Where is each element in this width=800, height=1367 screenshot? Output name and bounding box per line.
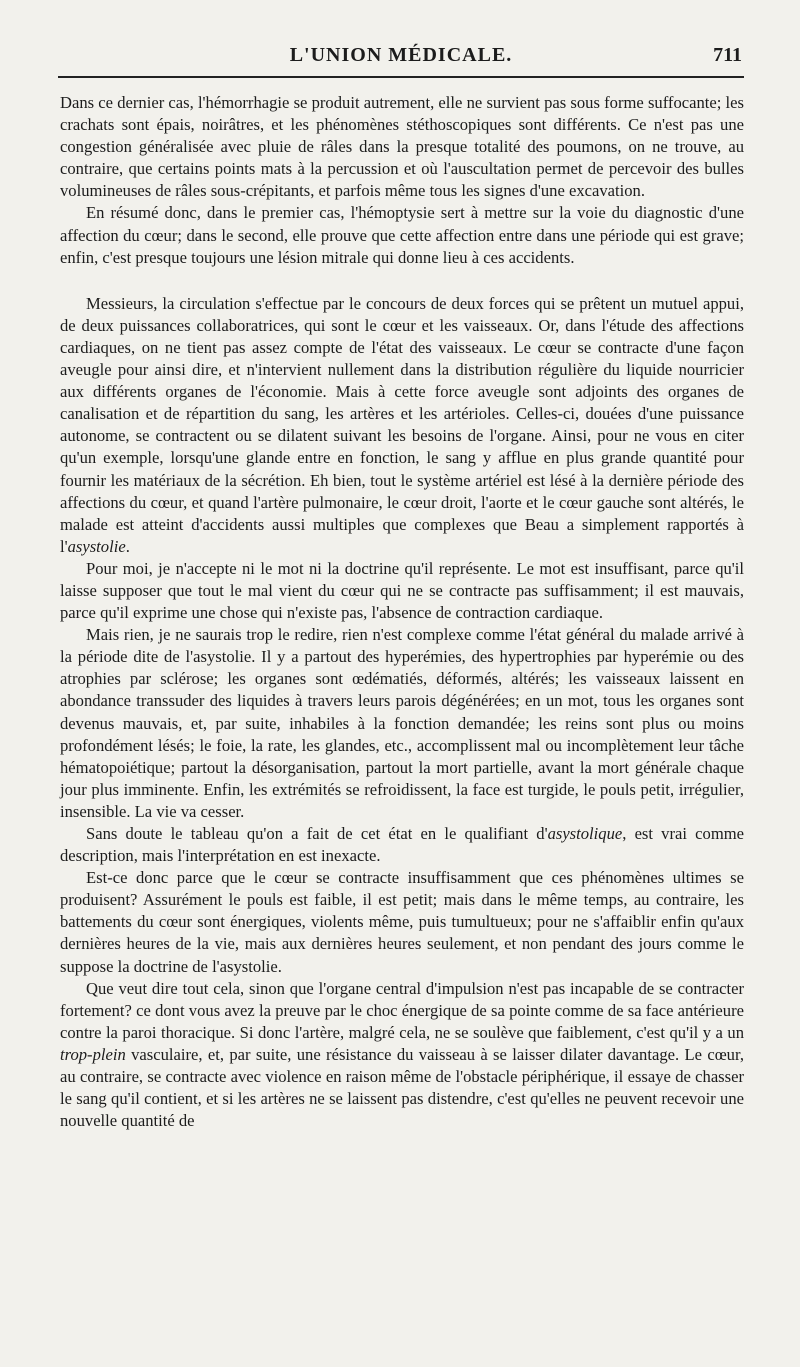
paragraph-2: En résumé donc, dans le premier cas, l'hémoptysie sert à mettre sur la voie du diagnostic d'une affection du cœur; dans le second, elle prouve que cette affection entre dans une période qui est grave; enfin, c'est presque toujours une lésion mitrale qui donne lieu à ces accidents. — [60, 203, 744, 267]
page-number: 711 — [713, 44, 742, 66]
paragraph-8 — [60, 978, 744, 1133]
paragraph-8-end: vasculaire, et, par suite, une résistance du vaisseau à se laisser dilater davantage. Le cœur, au contraire, se contracte avec violence en raison même de l'obstacle périphérique, il essaye de chasser le sang qu'il contient, et si les artères ne se laissent pas distendre, c'est qu'elles ne peuvent recevoir une nouvelle quantité de — [60, 1044, 744, 1131]
header-rule — [58, 76, 744, 78]
paragraph-6-italic: asystolique — [547, 824, 623, 843]
paragraph-6 — [60, 823, 744, 867]
paragraph-3-italic: asystolie — [67, 536, 126, 556]
paragraph-6-end: , est vrai comme description, mais l'interprétation en est inexacte. — [60, 824, 744, 866]
paragraph-3-text: Messieurs, la circulation s'effectue par le concours de deux forces qui se prêtent un mutuel appui, de deux puissances collaboratrices, qui sont le cœur et les vaisseaux. Or, dans l'étude des affections cardiaques, on ne tient pas assez compte de l'état des vaisseaux. Le cœur se contracte d'une façon aveugle pour ainsi dire, et n'intervient nullement dans la distribution régulière du liquide nourricier aux différents organes de l'économie. Mais à cette force aveugle sont adjoints des organes de canalisation et de répartition du sang, les artères et les artérioles. Celles-ci, douées d'une puissance autonome, se contractent ou se dilatent suivant les besoins de l'organe. Ainsi, pour ne vous en citer qu'un exemple, lorsqu'une glande entre en fonction, le sang y afflue en plus grande quantité pour fournir les matériaux de la sécrétion. Eh bien, tout le système artériel est lésé à la dernière période des affections du cœur, et quand l'artère pulmonaire, le cœur droit, l'aorte et le cœur gauche sont altérés, le malade est atteint d'accidents aussi multiples que complexes que Beau a simplement rapportés à l' — [60, 293, 744, 556]
paragraph-5: Mais rien, je ne saurais trop le redire, rien n'est complexe comme l'état général du malade arrivé à la période dite de l'asystolie. Il y a partout des hyperémies, des hypertrophies par hyperémie ou des atrophies par sclérose; les organes sont œdématiés, déformés, altérés; les vaisseaux laissent en abondance transsuder des liquides à travers leurs parois dégénérées; en un mot, tous les organes sont devenus mauvais, et, par suite, inhabiles à la fonction demandée; les reins sont plus ou moins profondément lésés; le foie, la rate, les glandes, etc., accomplissent mal ou incomplètement leur tâche hématopoiétique; partout la désorganisation, partout la mort partielle, avant la mort générale chaque jour plus imminente. Enfin, les extrémités se refroidissent, la face est turgide, le pouls petit, irrégulier, insensible. La vie va cesser. — [60, 625, 744, 821]
running-title: L'UNION MÉDICALE. — [289, 44, 513, 66]
paragraph-6-text: Sans doute le tableau qu'on a fait de cet état en le qualifiant d' — [86, 824, 548, 843]
paragraph-8-text: Que veut dire tout cela, sinon que l'organe central d'impulsion n'est pas incapable de se contracter fortement? ce dont vous avez la preuve par le choc énergique de sa pointe comme de sa face antérieure contre la paroi thoracique. Si donc l'artère, malgré cela, ne se soulève que faiblement, c'est qu'il y a un — [60, 978, 744, 1042]
paragraph-3-end: . — [125, 536, 130, 556]
page-header — [60, 44, 742, 72]
paragraph-8-italic: trop-plein — [60, 1044, 126, 1064]
paragraph-1: Dans ce dernier cas, l'hémorrhagie se produit autrement, elle ne survient pas sous forme suffocante; les crachats sont épais, noirâtres, et les phénomènes stéthoscopiques sont différents. Ce n'est pas une congestion généralisée avec pluie de râles dans la presque totalité des poumons, on ne trouve, au contraire, que certains points mats à la percussion et où l'auscultation permet de percevoir des bulles volumineuses de râles sous-crépitants, et parfois même tous les signes d'une excavation. — [60, 93, 744, 201]
paragraph-3 — [60, 293, 744, 558]
paragraph-7: Est-ce donc parce que le cœur se contracte insuffisamment que ces phénomènes ultimes se produisent? Assurément le pouls est faible, il est petit; mais dans le même temps, au contraire, les battements du cœur sont énergiques, violents même, puis tumultueux; pour ne s'affaiblir enfin qu'aux dernières heures de la vie, mais aux dernières heures seulement, et non pendant des jours comme le suppose la doctrine de l'asystolie. — [60, 868, 744, 976]
body-text — [60, 92, 744, 1132]
paragraph-4: Pour moi, je n'accepte ni le mot ni la doctrine qu'il représente. Le mot est insuffisant, parce qu'il laisse supposer que tout le mal vient du cœur qui ne se contracte pas suffisamment; il est mauvais, parce qu'il exprime une chose qui n'existe pas, l'absence de contraction cardiaque. — [60, 558, 744, 623]
